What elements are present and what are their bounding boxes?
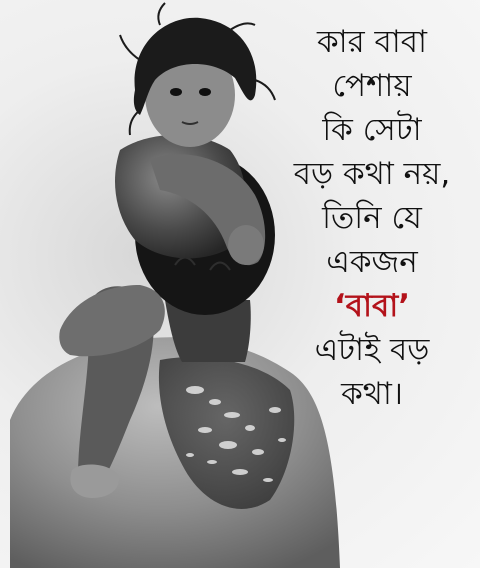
bengali-quote: [272, 20, 472, 416]
quote-line: বড় কথা নয়,: [293, 156, 451, 192]
child-eye-left: [170, 88, 182, 96]
quote-line: এটাই বড়: [314, 332, 430, 368]
quote-line: কি সেটা: [322, 112, 422, 148]
quote-line: কথা।: [341, 376, 403, 412]
quote-line-highlight: ‘বাবা’: [333, 288, 411, 324]
child-eye-right: [199, 88, 211, 96]
quote-line: একজন: [326, 244, 418, 280]
child-hand: [228, 225, 264, 265]
quote-line: পেশায়: [332, 68, 412, 104]
quote-line: কার বাবা: [316, 24, 428, 60]
quote-line: তিনি যে: [322, 200, 422, 236]
